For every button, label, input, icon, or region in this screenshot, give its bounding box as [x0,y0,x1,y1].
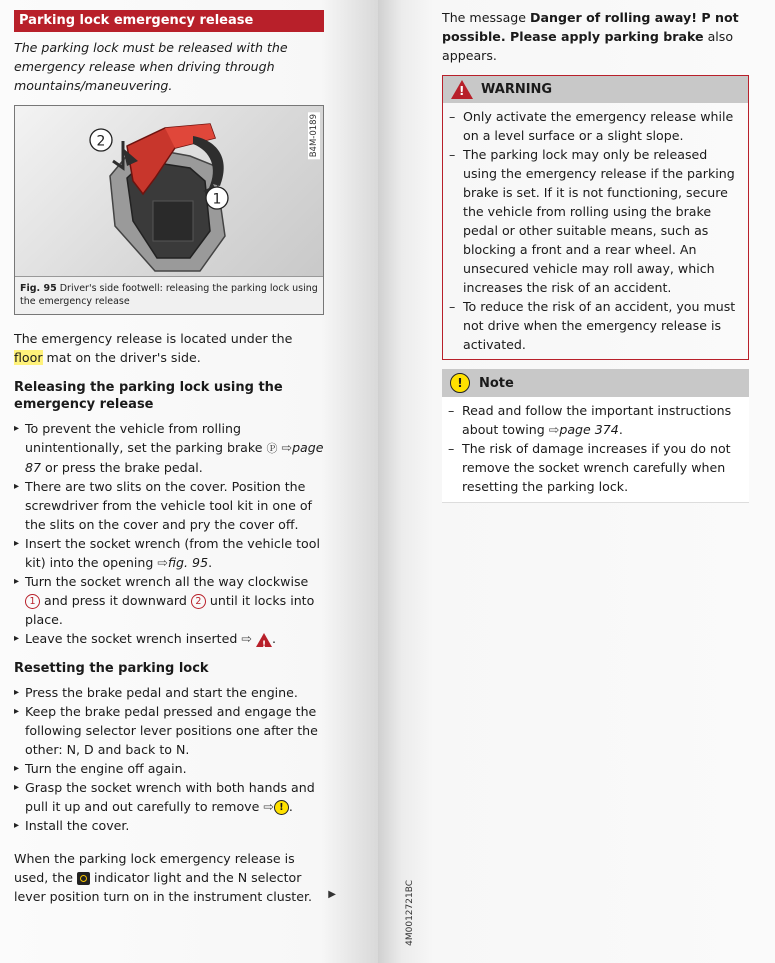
location-text [14,329,324,367]
step-text: . [271,631,276,646]
figure-illustration [15,106,323,277]
ref-arrow-icon: ⇨ [548,422,560,437]
page-ref-link[interactable]: page 87 [25,440,324,475]
left-column [14,10,336,906]
message-text-a: The message [442,10,531,25]
figure-caption-text: Driver's side footwell: releasing the parking lock using the emergency release [20,283,318,307]
resetting-heading: Resetting the parking lock [14,661,209,676]
parking-brake-icon: Ⓟ [266,442,278,455]
releasing-heading: Releasing the parking lock using the emergency release [14,380,283,412]
step-text: . [288,799,293,814]
resetting-step-2: ▸ Keep the brake pedal pressed and engage the following selector lever positions one after the other: N, D and back to N. [14,702,324,759]
step-text: Turn the socket wrench all the way clockwise [25,574,309,589]
note-text: . [618,422,623,437]
callout-2: 2 [96,133,106,150]
resetting-step-5: ▸ Install the cover. [14,816,324,835]
warning-triangle-icon [451,80,473,99]
message-bold: Danger of rolling away! P not possible. Please apply parking brake [442,10,739,44]
warning-mark: ! [261,639,267,650]
step-text: until it locks into place. [25,593,315,627]
note-body [442,397,749,503]
warning-item-2: – The parking lock may only be released using the emergency release if the parking brake is set. If it is not functioning, secure the vehicle from rolling using the brake pedal or other suitable means, such as blocking a front and a rear wheel. An unsecured vehicle may roll away, which increases the risk of an accident. [449,145,742,297]
section-title: Parking lock emergency release [14,10,324,32]
warning-box [442,75,749,360]
document-code: 4M0012721BC [405,880,415,946]
note-item-1 [448,401,743,439]
releasing-steps [14,419,324,648]
next-page-arrow-icon[interactable]: ▶ [328,889,336,900]
closing-text-b: indicator light and the N selector lever position turn on in the instrument cluster. [14,870,312,904]
message-text [442,8,749,65]
ref-arrow-icon: ⇨ [241,631,252,646]
callout-2-icon: 2 [191,594,206,609]
warning-list [449,107,742,354]
warning-header [443,76,748,103]
releasing-step-1 [14,419,324,477]
step-text: Grasp the socket wrench with both hands and pull it up and out carefully to remove [25,780,315,814]
figure-95 [14,105,324,315]
step-text: and press it downward [40,593,191,608]
step-text: Leave the socket wrench inserted [25,631,242,646]
step-text: or press the brake pedal. [41,460,203,475]
ref-arrow-icon: ⇨ [281,440,293,455]
location-text-a: The emergency release is located under the [14,331,293,346]
releasing-step-5 [14,629,324,648]
note-icon: ! [450,373,470,393]
warning-body [443,103,748,359]
note-title: Note [479,375,514,391]
step-text: Insert the socket wrench (from the vehicle tool kit) into the opening [25,536,320,570]
step-text: . [208,555,213,570]
warning-item-3: – To reduce the risk of an accident, you must not drive when the emergency release is activated. [449,297,742,354]
note-text: Read and follow the important instructions about towing [462,403,732,437]
resetting-step-3: ▸ Turn the engine off again. [14,759,324,778]
intro-text: The parking lock must be released with the emergency release when driving through mountains/maneuvering. [14,40,288,93]
warning-ref-icon[interactable] [256,633,272,650]
right-column [442,8,749,503]
figure-ref-link[interactable]: fig. 95 [167,555,209,570]
note-item-2: – The risk of damage increases if you do not remove the socket wrench carefully when resetting the parking lock. [448,439,743,496]
callout-1-icon: 1 [25,594,40,609]
callout-1: 1 [212,191,222,208]
parking-indicator-icon [77,872,90,885]
releasing-step-2: ▸ There are two slits on the cover. Position the screwdriver from the vehicle tool kit in one of the slits on the cover and pry the cover off. [14,477,324,534]
ref-arrow-icon: ⇨ [263,799,274,814]
resetting-step-1: ▸ Press the brake pedal and start the engine. [14,683,324,702]
note-header [442,369,749,397]
note-ref-icon[interactable]: ! [274,800,289,815]
resetting-step-4 [14,778,324,816]
warning-item-1: – Only activate the emergency release while on a level surface or a slight slope. [449,107,742,145]
note-list [448,401,743,496]
releasing-step-4 [14,572,324,629]
resetting-steps [14,683,324,835]
note-box [442,369,749,503]
warning-title: WARNING [481,82,553,97]
closing-text-a: When the parking lock emergency release is used, the [14,851,295,885]
location-text-b: mat on the driver's side. [42,350,201,365]
figure-caption [15,277,323,314]
highlighted-word: floor [14,350,43,365]
message-text-b: also appears. [442,29,734,63]
releasing-step-3 [14,534,324,572]
page-ref-link[interactable]: page 374 [559,422,619,437]
emergency-release-illustration [15,106,323,276]
step-text: To prevent the vehicle from rolling unintentionally, set the parking brake [25,421,267,455]
closing-text [14,849,336,906]
figure-code: B4M-0189 [309,114,319,158]
ref-arrow-icon: ⇨ [157,555,168,570]
figure-caption-label: Fig. 95 [20,283,57,294]
